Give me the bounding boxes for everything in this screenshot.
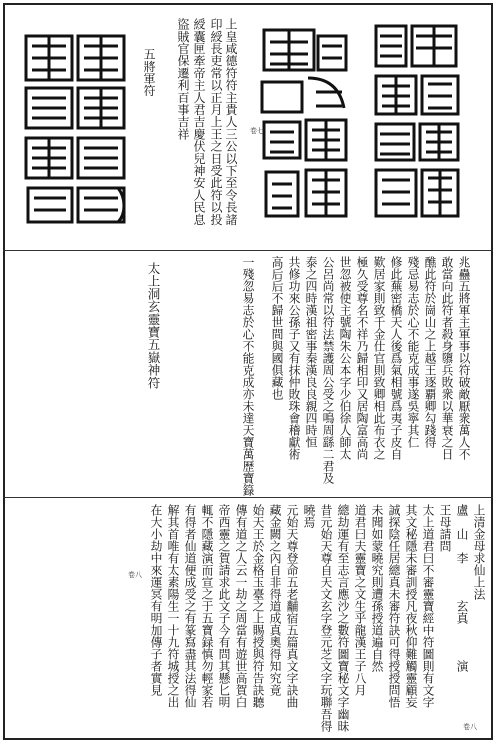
fold-marker-bottom: 卷八 [128, 571, 142, 579]
talisman-caption: 五將軍符 [142, 48, 156, 97]
bottom-line-15: 傳有道之人云一劫之周當有遊世高賀白 [234, 504, 248, 708]
bottom-line-20: 在大小劫中來運冥有明加傳子者實見 [149, 504, 163, 696]
middle-line-extra: 一殘忽易志於心不能克成亦未達天寶萬歷寶籙 [241, 256, 255, 496]
middle-line-1: 兆蠱五將軍主軍事以符破敵厭衆萬人不 [457, 256, 471, 460]
middle-line-3: 醮此符於崗山之上越王逐覇卿勾踐得 [423, 256, 437, 448]
inscription-line-3: 綬囊匣牽帝主人君吉慶伏兒神安人民息 [192, 18, 206, 226]
bottom-line-14: 始天王於金格玉臺之上賜授與符告訣聽 [251, 504, 265, 708]
middle-line-12: 高后后不歸世間與國俱藏也 [270, 256, 284, 400]
bottom-line-10: 昔元始天尊自天文玄字登元芝文字玩聯吾得 [319, 504, 333, 732]
inscription-line-2: 印綬長吏常以正月上王之日受此符以投 [209, 18, 223, 226]
bottom-line-5: 其文秘隱未審訓授凡夜秋仰難觸靈顧妄 [404, 504, 418, 708]
middle-talisman-title: 太上洞玄靈寶五嶽神符 [146, 262, 161, 389]
middle-line-6: 歎居家則致千金仕官則致卿相此布衣之 [372, 256, 386, 460]
inscription-line-1: 上皇咸德符符主貴人三公以下至令長諸 [224, 18, 238, 226]
bottom-line-13: 藏金闕之內自非得道成真奧得知究竟 [268, 504, 282, 696]
inscription-line-4: 盜賊官保遷利百事吉祥 [176, 18, 190, 140]
middle-line-5: 修此蕪密橋天人後爲氣相號爲夷子皮自 [389, 256, 403, 460]
bottom-line-12: 元始天尊登命五老黼宿五篇真文字訣曲 [285, 504, 299, 708]
divider-bottom [3, 497, 493, 498]
bottom-line-7: 未聞如蒙曉究則遭孫授道遍自然 [370, 504, 384, 672]
bottom-line-11: 曉焉 [302, 504, 316, 528]
talisman-middle [256, 20, 354, 228]
bottom-line-9: 總劫運有至志言應沙之數符圖寶秘文字幽昧 [336, 504, 350, 732]
middle-line-9: 公呂尚常以符法禁護周公受之鳴周繇二君及 [321, 256, 335, 484]
middle-line-11: 共修功來公孫子又有抹仲敗珠會稽獻術 [287, 256, 301, 460]
fold-marker-top: 卷七 [250, 127, 264, 135]
bottom-line-18: 有得者仙道便成受之有篆寫盡其法得仙 [183, 504, 197, 708]
talisman-right [370, 18, 465, 228]
bottom-line-16: 帝西靈之賀請求此文子今有問其懸匕明 [217, 504, 231, 708]
middle-line-2: 敢當向此符者殺身隳兵敗衆以華衰之日 [440, 256, 454, 460]
bottom-line-4: 太上道君曰不審靈寶經中符圖則有文字 [421, 504, 435, 708]
bottom-line-3: 王母請問 [438, 504, 452, 552]
divider-top [3, 250, 493, 251]
page-number: 卷八 [463, 723, 477, 731]
middle-line-4: 殘忌易志於心不能克成事遂吳寧其仁 [406, 256, 420, 448]
middle-line-8: 世忽被使主號陶朱公本字少伯徐人師太 [338, 256, 352, 460]
bottom-line-8: 道君曰夫靈寶之文生乎龍漢王子八月 [353, 504, 367, 696]
bottom-line-19: 解其首唯有太素陽生一十九符城授之出 [166, 504, 180, 708]
middle-line-7: 極久受尊名不祥乃歸相印又居陶富高尚 [355, 256, 369, 460]
bottom-line-1: 上清金母求仙上法 [472, 504, 486, 600]
bottom-line-2: 盧 山 李 玄真 演 [455, 504, 469, 672]
middle-line-10: 泰之四時漢祖密事秦漢良良親四時恒 [304, 256, 318, 448]
bottom-line-17: 輒不隱藏演而宣之于五寶録慎勿輕家若 [200, 504, 214, 708]
talisman-left [20, 28, 132, 230]
bottom-line-6: 誠探陰任居總真未審符訣可得授授問悟 [387, 504, 401, 708]
